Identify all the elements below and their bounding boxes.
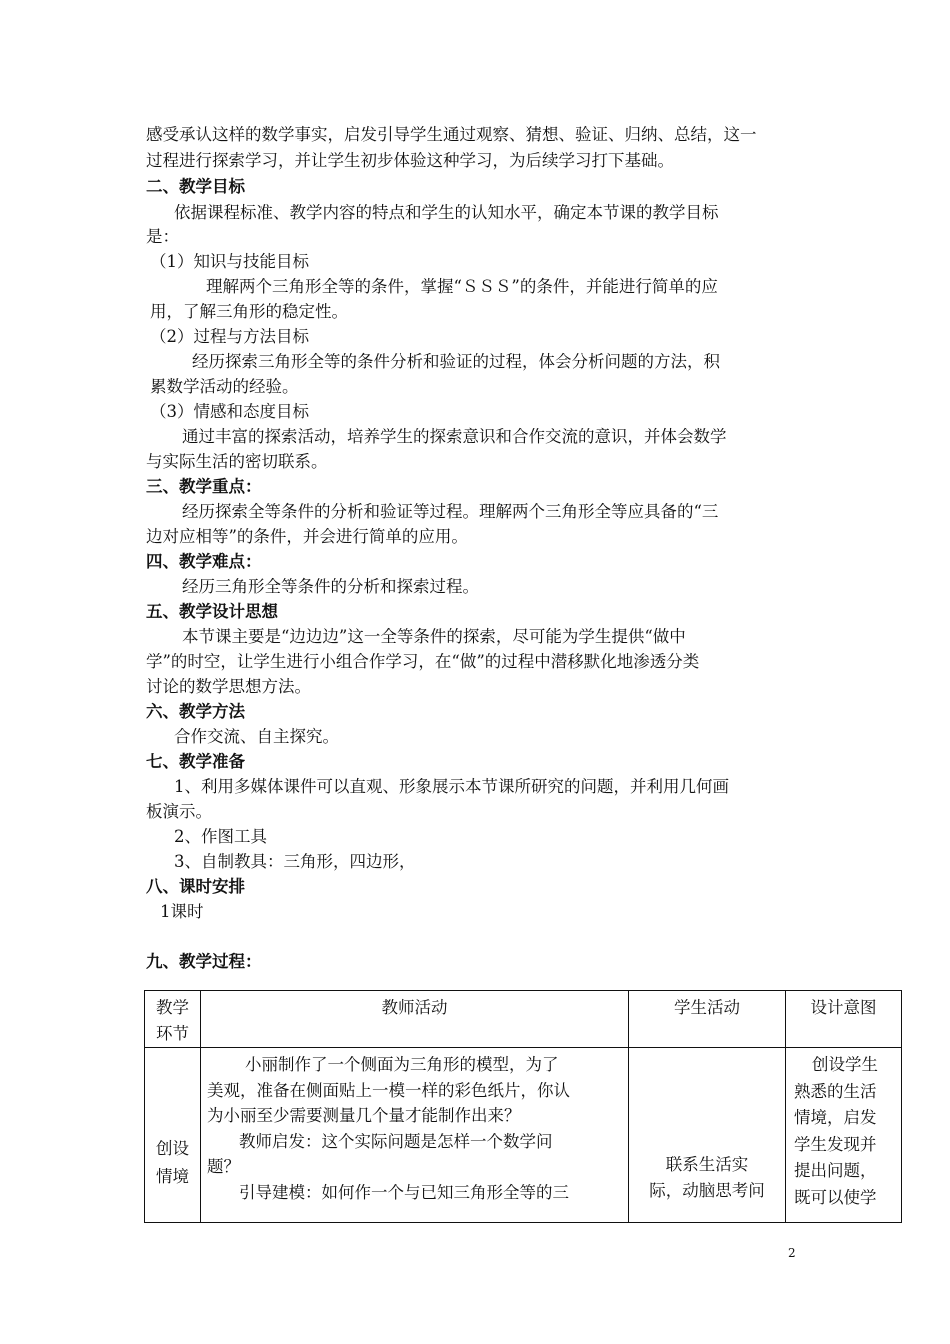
- page-number: 2: [788, 1246, 796, 1260]
- preparation-line-3: 2、作图工具: [174, 827, 267, 846]
- objectives-para: 依据课程标准、教学内容的特点和学生的认知水平，确定本节课的教学目标: [174, 203, 719, 222]
- preparation-line-2: 板演示。: [146, 802, 212, 821]
- header-design-intent: 设计意图: [786, 991, 902, 1048]
- key-points-line-2: 边对应相等”的条件，并会进行简单的应用。: [146, 527, 468, 546]
- design-line-4: 学生发现并: [794, 1134, 877, 1154]
- table-row: [145, 1048, 902, 1223]
- intro-line-2: 过程进行探索学习，并让学生初步体验这种学习，为后续学习打下基础。: [146, 151, 674, 170]
- design-line-3: 情境，启发: [794, 1108, 877, 1127]
- stage-line-2: 情境: [156, 1167, 189, 1186]
- section-heading-schedule: 八、课时安排: [146, 877, 245, 896]
- goal-1-line-1: 理解两个三角形全等的条件，掌握“ＳＳＳ”的条件，并能进行简单的应: [206, 277, 718, 296]
- section-heading-methods: 六、教学方法: [146, 702, 245, 721]
- table-header-row: [145, 991, 902, 1048]
- goal-3-line-1: 通过丰富的探索活动，培养学生的探索意识和合作交流的意识，并体会数学: [182, 427, 727, 446]
- goal-2-line-1: 经历探索三角形全等的条件分析和验证的过程，体会分析问题的方法，积: [192, 352, 720, 371]
- header-stage-line-1: 教学: [156, 998, 189, 1017]
- objectives-para-cont: 是：: [146, 227, 179, 246]
- section-heading-process: 九、教学过程：: [146, 952, 262, 971]
- teacher-line-2: 美观，准备在侧面贴上一模一样的彩色纸片，你认: [207, 1080, 570, 1100]
- goal-3-title: （3）情感和态度目标: [150, 402, 309, 421]
- section-heading-key-points: 三、教学重点：: [146, 477, 262, 496]
- preparation-line-1: 1、利用多媒体课件可以直观、形象展示本节课所研究的问题，并利用几何画: [174, 777, 729, 796]
- schedule-line-1: 1课时: [160, 902, 204, 921]
- design-idea-line-1: 本节课主要是“边边边”这一全等条件的探索，尽可能为学生提供“做中: [182, 627, 686, 646]
- difficulties-line-1: 经历三角形全等条件的分析和探索过程。: [182, 577, 479, 596]
- design-line-6: 既可以使学: [794, 1187, 877, 1207]
- goal-2-title: （2）过程与方法目标: [150, 327, 309, 346]
- teacher-line-5: 题？: [207, 1157, 240, 1176]
- goal-3-line-2: 与实际生活的密切联系。: [146, 452, 328, 471]
- student-activity-cell: [629, 1048, 786, 1223]
- section-heading-design-idea: 五、教学设计思想: [146, 602, 278, 621]
- header-stage: [145, 991, 201, 1048]
- design-line-1: 创设学生: [812, 1055, 878, 1074]
- student-line-1: 联系生活实: [665, 1155, 749, 1174]
- student-line-2: 际，动脑思考问: [649, 1181, 765, 1200]
- header-student-activity: 学生活动: [629, 991, 786, 1048]
- goal-2-line-2: 累数学活动的经验。: [150, 377, 299, 396]
- design-idea-line-2: 学”的时空，让学生进行小组合作学习，在“做”的过程中潜移默化地渗透分类: [146, 652, 700, 671]
- section-heading-preparation: 七、教学准备: [146, 752, 245, 771]
- header-stage-line-2: 环节: [156, 1024, 189, 1043]
- intro-line-1: 感受承认这样的数学事实，启发引导学生通过观察、猜想、验证、归纳、总结，这一: [146, 125, 757, 144]
- teacher-activity-cell: [201, 1048, 629, 1223]
- design-idea-line-3: 讨论的数学思想方法。: [146, 677, 311, 696]
- teacher-line-3: 为小丽至少需要测量几个量才能制作出来？: [207, 1106, 521, 1125]
- teaching-process-table: [144, 990, 902, 1223]
- teacher-line-1: 小丽制作了一个侧面为三角形的模型，为了: [245, 1055, 559, 1074]
- section-heading-difficulties: 四、教学难点：: [146, 552, 262, 571]
- header-teacher-activity: 教师活动: [201, 991, 629, 1048]
- design-intent-cell: [786, 1048, 902, 1223]
- stage-cell: [145, 1048, 201, 1223]
- teacher-line-4: 教师启发：这个实际问题是怎样一个数学问: [239, 1131, 553, 1151]
- methods-line-1: 合作交流、自主探究。: [174, 727, 339, 746]
- design-line-2: 熟悉的生活: [794, 1081, 877, 1101]
- goal-1-title: （1）知识与技能目标: [150, 252, 309, 271]
- preparation-line-4: 3、自制教具：三角形，四边形，: [174, 852, 416, 871]
- stage-line-1: 创设: [156, 1139, 189, 1158]
- teacher-line-6: 引导建模：如何作一个与已知三角形全等的三: [239, 1182, 569, 1202]
- key-points-line-1: 经历探索全等条件的分析和验证等过程。理解两个三角形全等应具备的“三: [182, 502, 719, 521]
- section-heading-objectives: 二、教学目标: [146, 177, 245, 196]
- goal-1-line-2: 用，了解三角形的稳定性。: [150, 302, 348, 321]
- design-line-5: 提出问题，: [794, 1161, 877, 1180]
